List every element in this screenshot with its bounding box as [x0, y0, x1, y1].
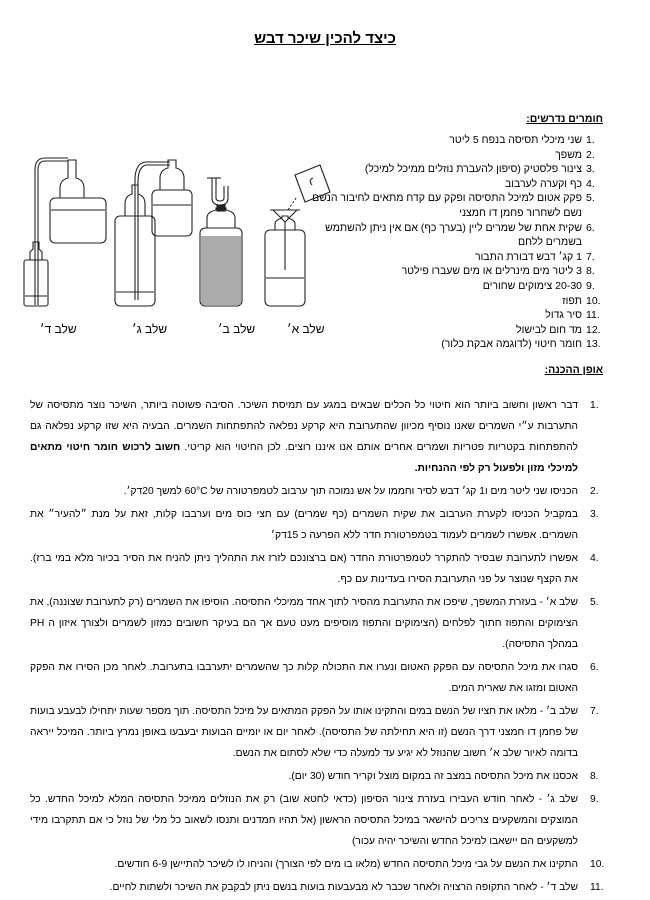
method-step — [30, 481, 620, 502]
method-step — [30, 701, 620, 764]
material-number: 7. — [586, 250, 595, 263]
step-text — [30, 504, 586, 546]
fermentation-stages-illustration — [20, 150, 345, 345]
step-text — [30, 766, 586, 787]
material-text: משפך — [555, 148, 582, 161]
method-step — [30, 504, 620, 546]
stage-d-bottles — [24, 158, 106, 306]
step-text — [30, 701, 586, 764]
material-item — [310, 148, 610, 163]
material-item — [310, 279, 610, 294]
materials-list — [310, 133, 610, 352]
step-number: 1. — [590, 400, 599, 411]
material-number: 10. — [586, 294, 601, 307]
material-item — [310, 250, 610, 265]
step-body: אפשרו לתערובת שבסיר להתקרר לטמפרטורת החדר (אם ברצונכם לזרז את התהליך ניתן להניח את הסיר בכיור מלא במי ברז). את הקצף שנוצר על פני התערובת הסירו בעדינות עם כף. — [30, 553, 578, 585]
step-body: שלב ד׳ - לאחר התקופה הרצויה ולאחר שכבר לא מבעבעות בועות בנשם ניתן לבקבק את השיכר ולשתות לחיים. — [109, 882, 578, 893]
material-item — [310, 177, 610, 192]
material-item — [310, 221, 610, 250]
material-item — [310, 264, 610, 279]
method-step — [30, 657, 620, 699]
step-number: 6. — [590, 662, 599, 673]
material-text: 3 ליטר מים מינרלים או מים שעברו פילטר — [401, 265, 582, 278]
method-step — [30, 592, 620, 655]
material-item — [310, 337, 610, 352]
step-number: 3. — [590, 509, 599, 520]
step-text — [30, 481, 586, 502]
step-body: דבר ראשון וחשוב ביותר הוא חיטוי כל הכלים שבאים במגע עם תמיסת השיכר. הסיבה פשוטה ביותר, השיכר נוצר מתסיסה של התערבות ע״י השמרים שאנו נוסיף מכיוון שהתערובת היא קרקע נפלאה להתפתחות השמרים. הבעיה היא שזו קרקע נפלאה גם להתפתחות בקטריות פטריות ושמרים אחרים אותם אנו איננו רוצים. לכן החיטוי הוא קריטי. — [30, 400, 578, 453]
step-text — [30, 592, 586, 655]
method-step — [30, 766, 620, 787]
step-number: 11. — [590, 882, 604, 893]
step-body: שלב ב׳ - מלאו את חציו של הנשם במים והתקינו אותו על הפקק המתאים על מיכל התסיסה. תוך מספר שעות יתחילו לבעבע בועות של פחמן דו חמצני דרך הנשם (זו היא תחילתה של התסיסה). לאחר יום או יומיים הבועות יבעבעו באופן נמרץ ביותר. המיכל ייראה בדומה לאיור שלב א׳ חשוב שהנוזל לא יגיע עד למעלה כדי שלא לסתום את הנשם. — [30, 706, 578, 759]
material-text: סיר גדול — [545, 309, 582, 322]
step-text — [30, 548, 586, 590]
step-number: 8. — [590, 771, 599, 782]
material-text: 20-30 צימוקים שחורים — [482, 279, 582, 292]
step-body: שלב א׳ - בעזרת המשפך, שיפכו את התערובת מהסיר לתוך אחד ממיכלי התסיסה. הוסיפו את השמרים (רק לתערובת שצוננה), את הצימוקים והתפוז חתוך לפלחים (הצימוקים והתפוז מוסיפים מעט טעם אך הם בעיקר חשובים כמזון לשמרים ולצורך איזון ה PH במהלך התסיסה). — [30, 597, 578, 650]
step-number: 4. — [590, 553, 599, 564]
material-text: כף וקערה לערבוב — [504, 177, 582, 190]
material-item — [310, 133, 610, 148]
material-number: 5. — [586, 192, 595, 205]
material-number: 8. — [586, 265, 595, 278]
material-text: צינור פלסטיק (סיפון להעברת נוזלים ממיכל למיכל) — [364, 163, 582, 176]
step-text — [30, 877, 586, 898]
material-text: 1 קג׳ דבש דבורת התבור — [474, 250, 582, 263]
step-text — [30, 657, 586, 699]
material-item — [310, 308, 610, 323]
material-text: מד חום לבישול — [516, 323, 582, 336]
material-text: תפוז — [562, 294, 582, 307]
material-number: 2. — [586, 148, 595, 161]
stage-d-label: שלב ד׳ — [40, 322, 77, 336]
material-item — [310, 162, 610, 177]
step-text — [30, 854, 586, 875]
materials-heading: חומרים נדרשים: — [526, 113, 603, 125]
material-number: 13. — [586, 338, 601, 351]
step-number: 2. — [590, 486, 599, 497]
stage-b-bottle — [200, 178, 242, 306]
material-number: 1. — [586, 134, 595, 146]
material-text: פקק אטום למיכל התסיסה ופקק עם קדח מתאים לחיבור הנשם נשם לשחרור פחמן דו חמצני — [312, 192, 582, 219]
material-number: 9. — [586, 279, 595, 292]
page-title: כיצד להכין שיכר דבש — [254, 30, 396, 47]
step-number: 10. — [590, 859, 605, 870]
step-emphasis: חשוב לרכוש חומר חיטוי מתאים למיכלי מזון ולפעול רק לפי ההנחיות. — [30, 442, 578, 474]
method-step — [30, 877, 620, 898]
material-item — [310, 323, 610, 338]
stage-c-bottles — [115, 160, 192, 306]
method-steps-list — [30, 395, 620, 900]
method-step — [30, 548, 620, 590]
material-number: 6. — [586, 221, 595, 234]
step-text — [30, 395, 586, 479]
step-body: הכניסו שני ליטר מים ו1 קג׳ דבש לסיר וחממו על אש נמוכה תוך ערבוב לטמפרטורה של 60°C למשך 20דק׳. — [123, 486, 578, 497]
material-text: חומר חיטוי (לדוגמה אבקת כלור) — [441, 338, 582, 351]
method-step — [30, 789, 620, 852]
material-number: 4. — [586, 177, 595, 190]
method-step — [30, 395, 620, 479]
material-item — [310, 191, 610, 220]
method-heading: אופן ההכנה: — [544, 364, 603, 376]
material-text: שקית אחת של שמרים ליין (בערך כף) אם אין ניתן להשתמש בשמרים ללחם — [325, 221, 582, 249]
step-number: 5. — [590, 597, 599, 608]
step-body: שלב ג׳ - לאחר חודש העבירו בעזרת צינור הסיפון (כדאי לחטא שוב) רק את הנוזלים ממיכל התסיסה המלא למיכל החדש. כל המוצקים והמשקעים צריכים להישאר במיכל התסיסה הראשון (אל תהיו חמדנים ותנסו לשאוב כל מלי של נוזל כי אם תתקרבו מידי למשקעים הם יישאבו למיכל החדש והשיכר יהיה עכור) — [30, 794, 578, 847]
stage-c-label: שלב ג׳ — [132, 322, 168, 336]
stage-a-label: שלב א׳ — [287, 322, 325, 336]
material-item — [310, 294, 610, 309]
stage-a-bottle — [265, 165, 330, 306]
step-text — [30, 789, 586, 852]
step-number: 9. — [590, 794, 599, 805]
step-body: במקביל הכניסו לקערת הערבוב את שקית השמרים (כף שמרים) עם חצי כוס מים וערבבו קלות, זאת על מנת ״להעיר״ את השמרים. אפשרו לשמרים לעמוד בטמפרטורת חדר ללא הפרעה כ 15דק׳ — [30, 509, 578, 541]
material-number: 11. — [586, 309, 600, 322]
step-body: אכסנו את מיכל התסיסה במצב זה במקום מוצל וקריר חודש (30 יום). — [288, 771, 578, 782]
material-text: שני מיכלי תסיסה בנפח 5 ליטר — [449, 134, 582, 146]
stage-b-label: שלב ב׳ — [218, 322, 256, 336]
method-step — [30, 854, 620, 875]
step-number: 7. — [590, 706, 599, 717]
step-body: סגרו את מיכל התסיסה עם הפקק האטום ונערו את התכולה קלות כך שהשמרים יתערבבו בתערובת. לאחר מכן הסירו את הפקק האטום ומזגו את שארית המים. — [30, 662, 578, 694]
step-body: התקינו את הנשם על גבי מיכל התסיסה החדש (מלאו בו מים לפי הצורך) והניחו לו לשיכר להתיישן 6-9 חודשים. — [114, 859, 578, 870]
material-number: 3. — [586, 163, 595, 176]
material-number: 12. — [586, 323, 601, 336]
